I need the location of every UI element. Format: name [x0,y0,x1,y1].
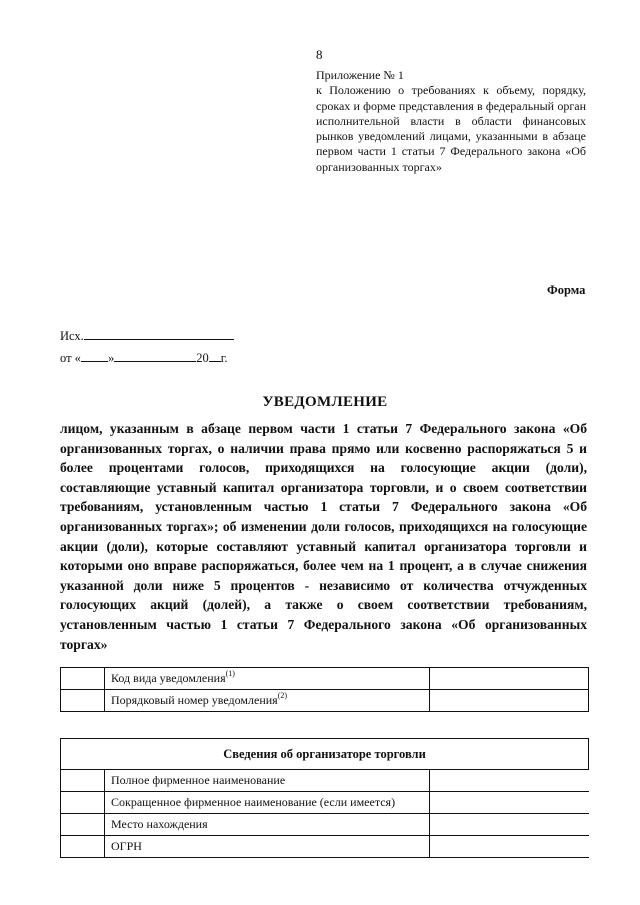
notification-code-table [60,667,589,712]
table-row [61,668,589,690]
date-mid: » [107,351,115,365]
row-value-cell[interactable] [430,836,589,858]
date-month-field[interactable] [114,349,196,362]
row-label: Место нахождения [105,814,430,836]
row-value-cell[interactable] [430,690,589,712]
date-year-field[interactable] [209,349,221,362]
date-prefix: от « [60,351,81,365]
document-title: УВЕДОМЛЕНИЕ [262,394,388,410]
row-value-cell[interactable] [430,792,589,814]
appendix-title: Приложение № 1 [316,68,404,82]
table-header: Сведения об организаторе торговли [61,739,589,770]
row-label: Порядковый номер уведомления$^{(2)}$ [105,690,430,712]
date-year-prefix: 20 [196,351,209,365]
row-label: Полное фирменное наименование [105,770,430,792]
table-header-row [61,739,589,770]
row-label: ОГРН [105,836,430,858]
row-value-cell[interactable] [430,668,589,690]
appendix-header [316,68,586,175]
date-suffix: г. [220,351,228,365]
table-row [61,690,589,712]
organizer-info-table [60,738,589,858]
table-row [61,836,589,858]
page-number: 8 [316,47,323,62]
table-row [61,792,589,814]
table-row [61,814,589,836]
row-label: Код вида уведомления$^{(1)}$ [105,668,430,690]
outgoing-date-line [60,349,228,366]
form-label: Форма [547,283,586,297]
outgoing-number-field[interactable] [84,327,234,340]
row-label: Сокращенное фирменное наименование (если имеется) [105,792,430,814]
row-value-cell[interactable] [430,814,589,836]
table-row [61,770,589,792]
document-body: лицом, указанным в абзаце первом части 1 статьи 7 Федерального закона «Об организованных торгах, о наличии права прямо или косвенно распоряжаться 5 и более процентами голосов, приходящихся на голосующие акции (доли), составляющие уставный капитал организатора торговли, и о своем соответствии требованиям, установленным частью 1 статьи 7 Федерального закона «Об организованных торгах»; об изменении доли голосов, приходящихся на голосующие акции (доли), которые составляют уставный капитал организатора торговли и которыми оно вправе распоряжаться, более чем на 1 процент, а в случае снижения указанной доли ниже 5 процентов - независимо от количества отчужденных голосующих акций (долей), а также о своем соответствии требованиям, установленным частью 1 статьи 7 Федерального закона «Об организованных торгах» [60,421,587,652]
appendix-description: к Положению о требованиях к объему, порядку, сроках и форме представления в федеральный орган исполнительной власти в области финансовых рынков уведомлений лицами, указанными в абзаце первом части 1 статьи 7 Федерального закона «Об организованных торгах» [316,83,586,174]
outgoing-number-label: Исх. [60,329,84,343]
outgoing-number-line [60,327,234,344]
row-value-cell[interactable] [430,770,589,792]
date-day-field[interactable] [81,349,108,362]
